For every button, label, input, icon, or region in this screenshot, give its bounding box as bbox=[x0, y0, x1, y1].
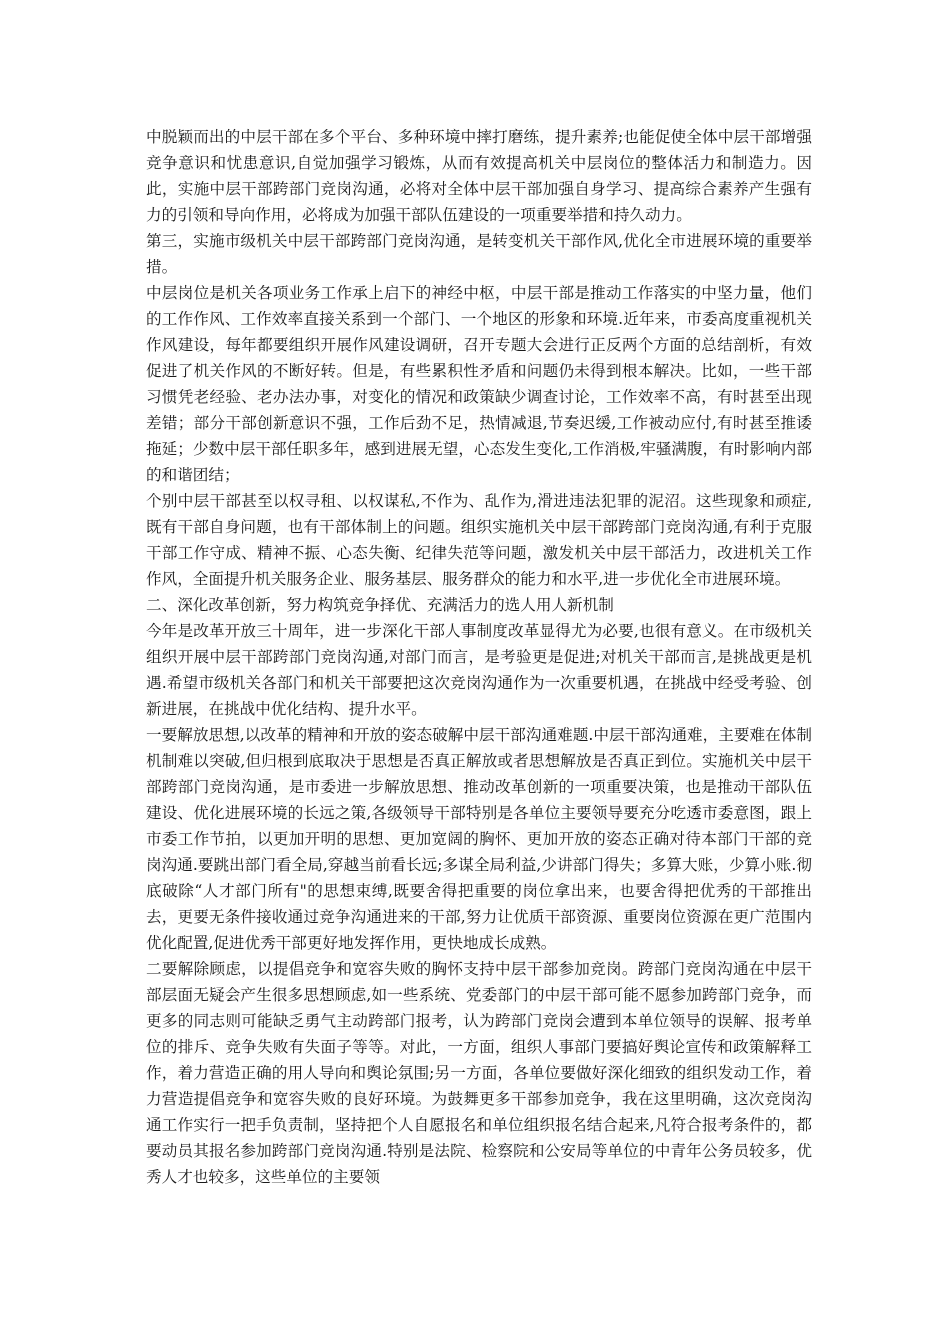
paragraph-8: 二要解除顾虑，以提倡竞争和宽容失败的胸怀支持中层干部参加竞岗。跨部门竞岗沟通在中层干部层面无疑会产生很多思想顾虑,如一些系统、党委部门的中层干部可能不愿参加跨部门竞争，而更多的同志则可能缺乏勇气主动跨部门报考，认为跨部门竞岗会遭到本单位领导的误解、报考单位的排斥、竞争失败有失面子等等。对此，一方面，组织人事部门要搞好舆论宣传和政策解释工作，着力营造正确的用人导向和舆论氛围;另一方面，各单位要做好深化细致的组织发动工作，着力营造提倡竞争和宽容失败的良好环境。为鼓舞更多干部参加竞争，我在这里明确，这次竞岗沟通工作实行一把手负责制，坚持把个人自愿报名和单位组织报名结合起来,凡符合报考条件的，都要动员其报名参加跨部门竞岗沟通.特别是法院、检察院和公安局等单位的中青年公务员较多，优秀人才也较多，这些单位的主要领 bbox=[146, 960, 812, 1186]
paragraph-1: 中脱颖而出的中层干部在多个平台、多种环境中摔打磨练，提升素养;也能促使全体中层干部增强竞争意识和忧患意识,自觉加强学习锻炼，从而有效提高机关中层岗位的整体活力和制造力。因此，实施中层干部跨部门竞岗沟通，必将对全体中层干部加强自身学习、提高综合素养产生强有力的引领和导向作用，必将成为加强干部队伍建设的一项重要举措和持久动力。 bbox=[146, 128, 812, 224]
section-heading-2: 二、深化改革创新，努力构筑竞争择优、充满活力的选人用人新机制 bbox=[146, 596, 614, 614]
document-body bbox=[146, 124, 812, 1190]
paragraph-7: 一要解放思想,以改革的精神和开放的姿态破解中层干部沟通难题.中层干部沟通难，主要难在体制机制难以突破,但归根到底取决于思想是否真正解放或者思想解放是否真正到位。实施机关中层干部跨部门竞岗沟通，是市委进一步解放思想、推动改革创新的一项重要决策，也是推动干部队伍建设、优化进展环境的长远之策,各级领导干部特别是各单位主要领导要充分吃透市委意图，跟上市委工作节拍，以更加开明的思想、更加宽阔的胸怀、更加开放的姿态正确对待本部门干部的竞岗沟通.要跳出部门看全局,穿越当前看长远;多谋全局利益,少讲部门得失；多算大账，少算小账.彻底破除“人才部门所有"的思想束缚,既要舍得把重要的岗位拿出来，也要舍得把优秀的干部推出去，更要无条件接收通过竞争沟通进来的干部,努力让优质干部资源、重要岗位资源在更广范围内优化配置,促进优秀干部更好地发挥作用，更快地成长成熟。 bbox=[146, 726, 812, 952]
paragraph-6: 今年是改革开放三十周年，进一步深化干部人事制度改革显得尤为必要,也很有意义。在市级机关组织开展中层干部跨部门竞岗沟通,对部门而言，是考验更是促进;对机关干部而言,是挑战更是机遇.希望市级机关各部门和机关干部要把这次竞岗沟通作为一次重要机遇，在挑战中经受考验、创新进展，在挑战中优化结构、提升水平。 bbox=[146, 622, 812, 718]
paragraph-3: 中层岗位是机关各项业务工作承上启下的神经中枢，中层干部是推动工作落实的中坚力量，他们的工作作风、工作效率直接关系到一个部门、一个地区的形象和环境.近年来，市委高度重视机关作风建设，每年都要组织开展作风建设调研，召开专题大会进行正反两个方面的总结剖析，有效促进了机关作风的不断好转。但是，有些累积性矛盾和问题仍未得到根本解决。比如，一些干部习惯凭老经验、老办法办事，对变化的情况和政策缺少调查讨论，工作效率不高，有时甚至出现差错；部分干部创新意识不强，工作后劲不足，热情减退,节奏迟缓,工作被动应付,有时甚至推诿拖延；少数中层干部任职多年，感到进展无望，心态发生变化,工作消极,牢骚满腹，有时影响内部的和谐团结； bbox=[146, 284, 812, 484]
paragraph-4: 个别中层干部甚至以权寻租、以权谋私,不作为、乱作为,滑进违法犯罪的泥沼。这些现象和顽症,既有干部自身问题，也有干部体制上的问题。组织实施机关中层干部跨部门竞岗沟通,有利于克服干部工作守成、精神不振、心态失衡、纪律失范等问题，激发机关中层干部活力，改进机关工作作风，全面提升机关服务企业、服务基层、服务群众的能力和水平,进一步优化全市进展环境。 bbox=[146, 492, 812, 588]
paragraph-2-heading-third-point: 第三，实施市级机关中层干部跨部门竞岗沟通，是转变机关干部作风,优化全市进展环境的重要举措。 bbox=[146, 232, 812, 276]
